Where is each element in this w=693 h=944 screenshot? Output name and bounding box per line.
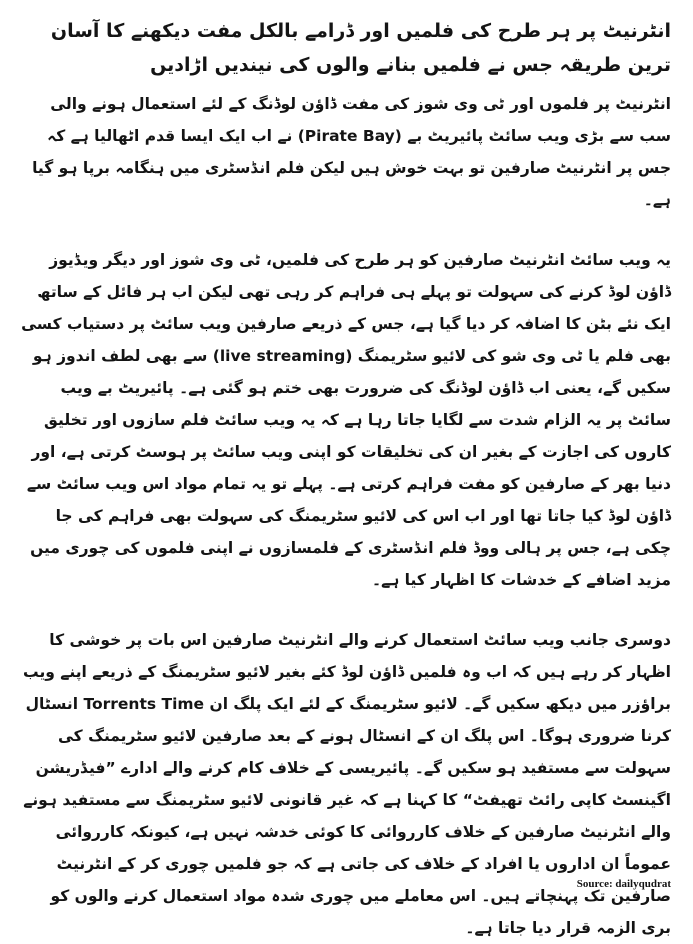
source-credit: Source: dailyqudrat (576, 878, 671, 890)
article-paragraph-3: دوسری جانب ویب سائٹ استعمال کرنے والے انٹرنیٹ صارفین اس بات پر خوشی کا اظہار کر رہے ہیں کہ اب وہ فلمیں ڈاؤن لوڈ کئے بغیر لائیو سٹریمنگ کے ذریعے اپنے ویب براؤزر میں دیکھ سکیں گے۔ لائیو سٹریمنگ کے لئے ایک پلگ ان Torrents Time انسٹال کرنا ضروری ہوگا۔ اس پلگ ان کے انسٹال ہونے کے بعد صارفین لائیو سٹریمنگ کی سہولت سے مستفید ہو سکیں گے۔ پائیریسی کے خلاف کام کرنے والے ادارے ”فیڈریشن اگینسٹ کاپی رائٹ تھیفٹ“ کا کہنا ہے کہ غیر قانونی لائیو سٹریمنگ سے مستفید ہونے والے انٹرنیٹ صارفین کے خلاف کارروائی کا کوئی خدشہ نہیں ہے، کیونکہ کارروائی عموماً ان اداروں یا افراد کے خلاف کی جاتی ہے کہ جو فلمیں چوری کر کے انٹرنیٹ صارفین تک پہنچاتے ہیں۔ اس معاملے میں چوری شدہ مواد استعمال کرنے والوں کو بری الزمہ قرار دیا جاتا ہے۔ (23, 631, 671, 937)
article-paragraph-intro: انٹرنیٹ پر فلموں اور ٹی وی شوز کی مفت ڈاؤن لوڈنگ کے لئے استعمال ہونے والی سب سے بڑی ویب سائٹ پائیریٹ بے (Pirate Bay) نے اب ایک ایسا قدم اٹھالیا ہے کہ جس پر انٹرنیٹ صارفین تو بہت خوش ہیں لیکن فلم انڈسٹری میں ہنگامہ برپا ہو گیا ہے۔ (32, 95, 671, 209)
article-paragraph-2: یہ ویب سائٹ انٹرنیٹ صارفین کو ہر طرح کی فلمیں، ٹی وی شوز اور دیگر ویڈیوز ڈاؤن لوڈ کرنے کی سہولت تو پہلے ہی فراہم کر رہی تھی لیکن اب ہر فائل کے ساتھ ایک نئے بٹن کا اضافہ کر دیا گیا ہے، جس کے ذریعے صارفین ویب سائٹ پر دستیاب کسی بھی فلم یا ٹی وی شو کی لائیو سٹریمنگ (live streaming) سے بھی لطف اندوز ہو سکیں گے، یعنی اب ڈاؤن لوڈنگ کی ضرورت بھی ختم ہو گئی ہے۔ پائیریٹ بے ویب سائٹ پر یہ الزام شدت سے لگایا جاتا رہا ہے کہ یہ ویب سائٹ فلم سازوں اور تخلیق کاروں کی اجازت کے بغیر ان کی تخلیقات کو اپنی ویب سائٹ پر ہوسٹ کرتی ہے، اور دنیا بھر کے صارفین کو مفت فراہم کرتی ہے۔ پہلے تو یہ تمام مواد اس ویب سائٹ سے ڈاؤن لوڈ کیا جاتا تھا اور اب اس کی لائیو سٹریمنگ کی سہولت بھی فراہم کی جا چکی ہے، جس پر ہالی ووڈ فلم انڈسٹری کے فلمسازوں نے اپنی فلموں کی چوری میں مزید اضافے کے خدشات کا اظہار کیا ہے۔ (21, 251, 671, 589)
article-headline: انٹرنیٹ پر ہر طرح کی فلمیں اور ڈرامے بالکل مفت دیکھنے کا آسان ترین طریقہ جس نے فلمیں بنانے والوں کی نیندیں اڑادیں (50, 20, 671, 76)
article-page (0, 14, 693, 937)
